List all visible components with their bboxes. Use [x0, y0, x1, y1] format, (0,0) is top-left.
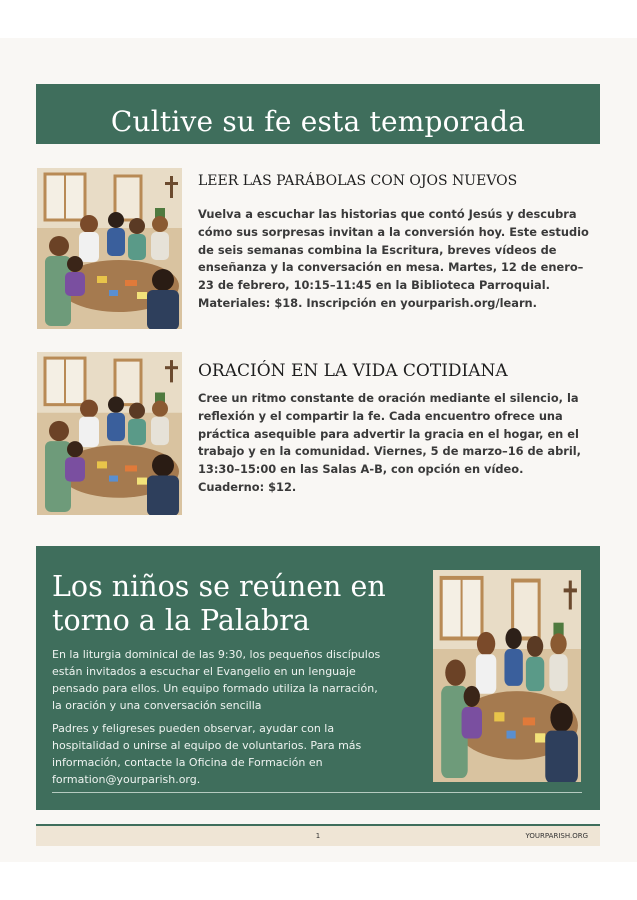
kids-title: Los niños se reúnen en torno a la Palabra — [52, 570, 386, 637]
classroom-illustration — [37, 168, 182, 329]
section-divider — [52, 792, 582, 793]
prayer-title: ORACIÓN EN LA VIDA COTIDIANA — [198, 361, 508, 381]
kids-paragraph-2: Padres y feligreses pueden observar, ayudar con la hospitalidad o unirse al equipo de voluntarios. Para más información, contacte la Oficina de Formación en formation@yourparish.org. — [52, 722, 362, 786]
classroom-illustration — [433, 570, 581, 782]
parables-title: LEER LAS PARÁBOLAS CON OJOS NUEVOS — [198, 173, 518, 189]
kids-paragraph-1: En la liturgia dominical de las 9:30, los pequeños discípulos están invitados a escuchar el Evangelio en un lenguaje pensado para ellos. Un equipo formado utiliza la narración, la oración y una conversación sencilla — [52, 648, 381, 712]
page-number: 1 — [315, 832, 321, 840]
kids-section — [36, 546, 600, 810]
prayer-photo — [37, 352, 182, 515]
header-banner — [36, 84, 600, 144]
kids-photo — [433, 570, 581, 782]
parables-photo — [37, 168, 182, 329]
classroom-illustration — [37, 352, 182, 515]
prayer-description: Cree un ritmo constante de oración mediante el silencio, la reflexión y el compartir la fe. Cada encuentro ofrece una práctica asequible para advertir la gracia en el hogar, en el trabajo y en la comunidad. Viernes, 5 de marzo–16 de abril, 13:30–15:00 en las Salas A-B, con opción en vídeo. Cuaderno: $12. — [198, 391, 581, 494]
page — [0, 38, 637, 862]
page-footer — [36, 824, 600, 846]
footer-site-link[interactable]: YOURPARISH.ORG — [525, 832, 588, 840]
page-title: Cultive su fe esta temporada — [110, 105, 526, 138]
parables-description: Vuelva a escuchar las historias que contó Jesús y descubra cómo sus sorpresas invitan a la conversión hoy. Este estudio de seis semanas combina la Escritura, breves vídeos de enseñanza y la conversación en mesa. Martes, 12 de enero–23 de febrero, 10:15–11:45 en la Biblioteca Parroquial. Materiales: $18. Inscripción en yourparish.org/learn. — [198, 207, 589, 310]
